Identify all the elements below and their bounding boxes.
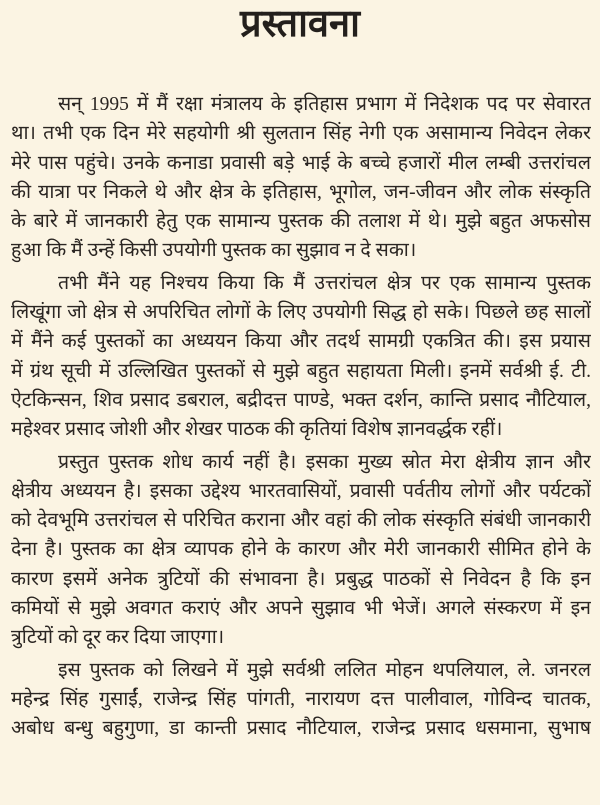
paragraph <box>11 448 591 653</box>
paragraph <box>11 269 591 445</box>
text-line: तभी मैंने यह निश्चय किया कि मैं उत्तरांचल क्षेत्र पर एक सामान्य पुस्तक <box>58 272 591 294</box>
text-line: महेश्वर प्रसाद जोशी और शेखर पाठक की कृतियां विशेष ज्ञानवर्द्धक रहीं। <box>11 419 503 441</box>
text-line: प्रस्तुत पुस्तक शोध कार्य नहीं है। इसका मुख्य स्रोत मेरा क्षेत्रीय ज्ञान और <box>58 451 591 473</box>
text-line: के बारे में जानकारी हेतु एक सामान्य पुस्तक की तलाश में थे। मुझे बहुत अफसोस <box>11 211 591 233</box>
paragraph <box>11 90 591 266</box>
text-line: कमियों से मुझे अवगत कराएं और अपने सुझाव भी भेजें। अगले संस्करण में इन <box>11 598 591 620</box>
text-line: था। तभी एक दिन मेरे सहयोगी श्री सुलतान सिंह नेगी एक असामान्य निवेदन लेकर <box>11 123 591 145</box>
text-line: महेन्द्र सिंह गुसाईं, राजेन्द्र सिंह पांगती, नारायण दत्त पालीवाल, गोविन्द चातक, <box>11 688 591 710</box>
text-line: में ग्रंथ सूची में उल्लिखित पुस्तकों से मुझे बहुत सहायता मिली। इनमें सर्वश्री ई. टी. <box>11 360 591 382</box>
text-line: मेरे पास पहुंचे। उनके कनाडा प्रवासी बड़े भाई के बच्चे हजारों मील लम्बी उत्तरांचल <box>11 152 591 174</box>
text-line: क्षेत्रीय अध्ययन है। इसका उद्देश्य भारतवासियों, प्रवासी पर्वतीय लोगों और पर्यटकों <box>11 480 591 502</box>
text-line: कारण इसमें अनेक त्रुटियों की संभावना है। प्रबुद्ध पाठकों से निवेदन है कि इन <box>11 568 591 590</box>
text-line: की यात्रा पर निकले थे और क्षेत्र के इतिहास, भूगोल, जन-जीवन और लोक संस्कृति <box>11 181 591 203</box>
text-line: सन् 1995 में मैं रक्षा मंत्रालय के इतिहास प्रभाग में निदेशक पद पर सेवारत <box>58 94 591 115</box>
text-line: हुआ कि मैं उन्हें किसी उपयोगी पुस्तक का सुझाव न दे सका। <box>11 240 417 262</box>
page-title: प्रस्तावना <box>240 3 360 45</box>
paragraph <box>11 656 591 744</box>
text-line: अबोध बन्धु बहुगुणा, डा कान्ती प्रसाद नौटियाल, राजेन्द्र प्रसाद धसमाना, सुभाष <box>11 718 591 740</box>
text-line: इस पुस्तक को लिखने में मुझे सर्वश्री ललित मोहन थपलियाल, ले. जनरल <box>58 659 591 681</box>
text-line: देना है। पुस्तक का क्षेत्र व्यापक होने के कारण और मेरी जानकारी सीमित होने के <box>11 539 591 561</box>
text-line: को देवभूमि उत्तरांचल से परिचित कराना और वहां की लोक संस्कृति संबंधी जानकारी <box>11 510 591 532</box>
text-line: ऐटकिन्सन, शिव प्रसाद डबराल, बद्रीदत्त पाण्डे, भक्त दर्शन, कान्ति प्रसाद नौटियाल, <box>11 389 591 411</box>
text-line: लिखूंगा जो क्षेत्र से अपरिचित लोगों के लिए उपयोगी सिद्ध हो सके। पिछले छह सालों <box>11 302 591 324</box>
text-line: में मैंने कई पुस्तकों का अध्ययन किया और तदर्थ सामग्री एकत्रित की। इस प्रयास <box>11 331 591 353</box>
text-line: त्रुटियों को दूर कर दिया जाएगा। <box>11 627 225 649</box>
document-body <box>11 90 591 747</box>
